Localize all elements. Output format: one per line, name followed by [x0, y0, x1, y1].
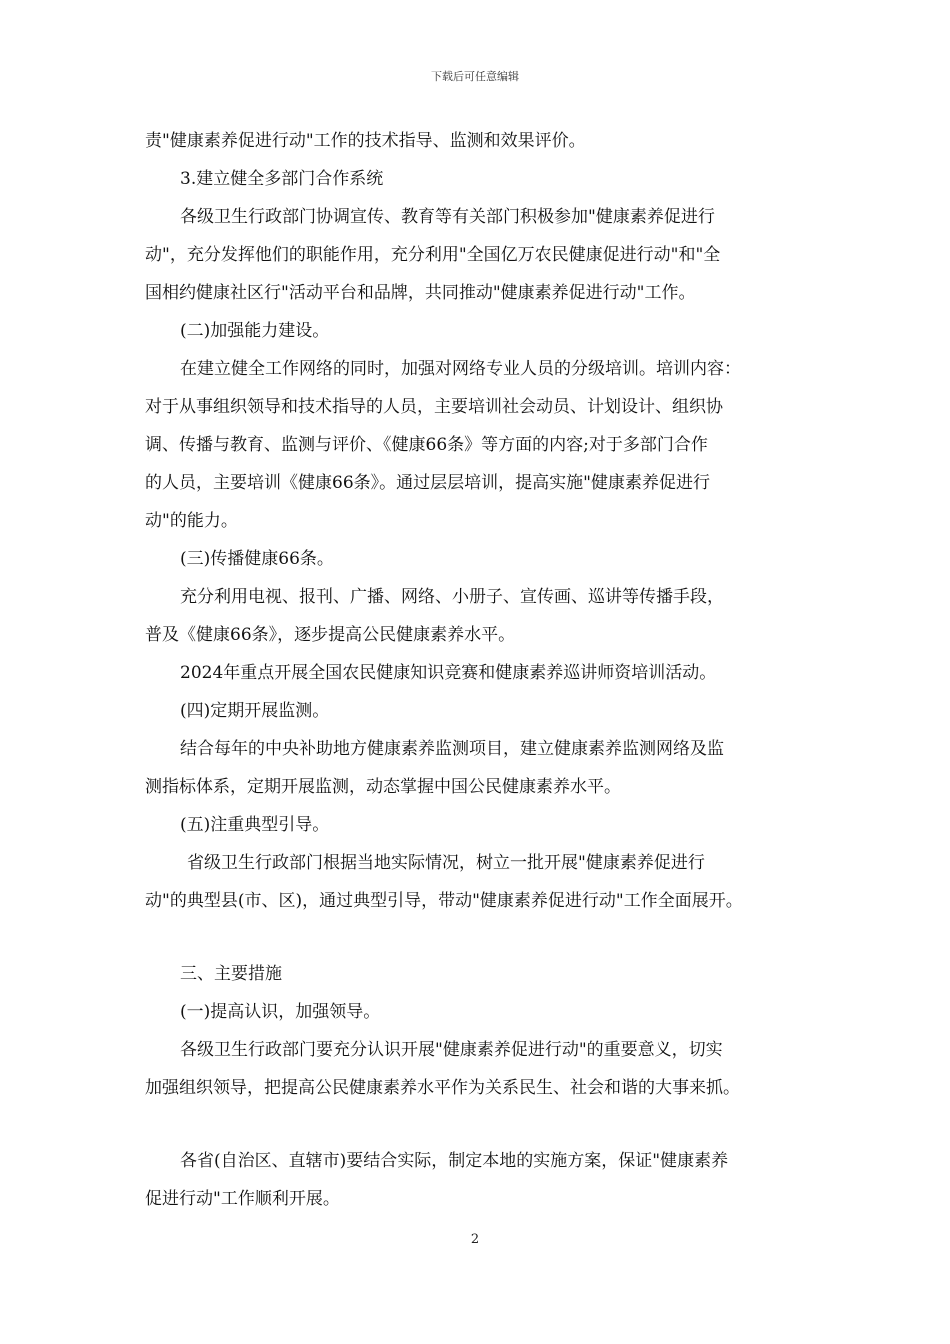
paragraph-line: 测指标体系，定期开展监测，动态掌握中国公民健康素养水平。: [145, 777, 621, 797]
paragraph-line: 动"，充分发挥他们的职能作用，充分利用"全国亿万农民健康促进行动"和"全: [145, 245, 721, 265]
paragraph-line: 调、传播与教育、监测与评价、《健康66条》等方面的内容;对于多部门合作: [145, 435, 708, 455]
paragraph-line: 在建立健全工作网络的同时，加强对网络专业人员的分级培训。培训内容：: [180, 359, 741, 379]
paragraph-line: 各级卫生行政部门要充分认识开展"健康素养促进行动"的重要意义，切实: [180, 1040, 723, 1060]
document-body: [145, 122, 815, 1218]
paragraph-line: 普及《健康66条》，逐步提高公民健康素养水平。: [145, 625, 516, 645]
section-heading: (二)加强能力建设。: [180, 321, 330, 341]
paragraph-line: 的人员，主要培训《健康66条》。通过层层培训，提高实施"健康素养促进行: [145, 473, 710, 493]
paragraph-line: 各级卫生行政部门协调宣传、教育等有关部门积极参加"健康素养促进行: [180, 207, 715, 227]
paragraph-line: 国相约健康社区行"活动平台和品牌，共同推动"健康素养促进行动"工作。: [145, 283, 696, 303]
section-heading: (一)提高认识，加强领导。: [180, 1002, 381, 1022]
page-header-note: 下载后可任意编辑: [431, 70, 519, 83]
paragraph-line: 责"健康素养促进行动"工作的技术指导、监测和效果评价。: [145, 131, 586, 151]
paragraph-line: 各省(自治区、直辖市)要结合实际，制定本地的实施方案，保证"健康素养: [180, 1151, 729, 1171]
paragraph-line: 动"的典型县(市、区)，通过典型引导，带动"健康素养促进行动"工作全面展开。: [145, 891, 743, 911]
paragraph-line: 动"的能力。: [145, 511, 238, 531]
paragraph-line: 促进行动"工作顺利开展。: [145, 1189, 340, 1209]
paragraph-line: 加强组织领导，把提高公民健康素养水平作为关系民生、社会和谐的大事来抓。: [145, 1078, 740, 1098]
section-heading: (五)注重典型引导。: [180, 815, 330, 835]
page-number: 2: [470, 1232, 480, 1247]
paragraph-line: 2024年重点开展全国农民健康知识竞赛和健康素养巡讲师资培训活动。: [180, 663, 717, 683]
chapter-heading: 三、主要措施: [180, 964, 282, 984]
section-heading: (四)定期开展监测。: [180, 701, 330, 721]
paragraph-line: 结合每年的中央补助地方健康素养监测项目，建立健康素养监测网络及监: [180, 739, 724, 759]
section-heading: 3.建立健全多部门合作系统: [180, 169, 384, 189]
paragraph-line: 充分利用电视、报刊、广播、网络、小册子、宣传画、巡讲等传播手段，: [180, 587, 724, 607]
section-heading: (三)传播健康66条。: [180, 549, 334, 569]
paragraph-line: 省级卫生行政部门根据当地实际情况，树立一批开展"健康素养促进行: [187, 853, 705, 873]
paragraph-line: 对于从事组织领导和技术指导的人员，主要培训社会动员、计划设计、组织协: [145, 397, 723, 417]
paragraph-gap: [145, 920, 815, 955]
paragraph-gap: [145, 1107, 815, 1142]
